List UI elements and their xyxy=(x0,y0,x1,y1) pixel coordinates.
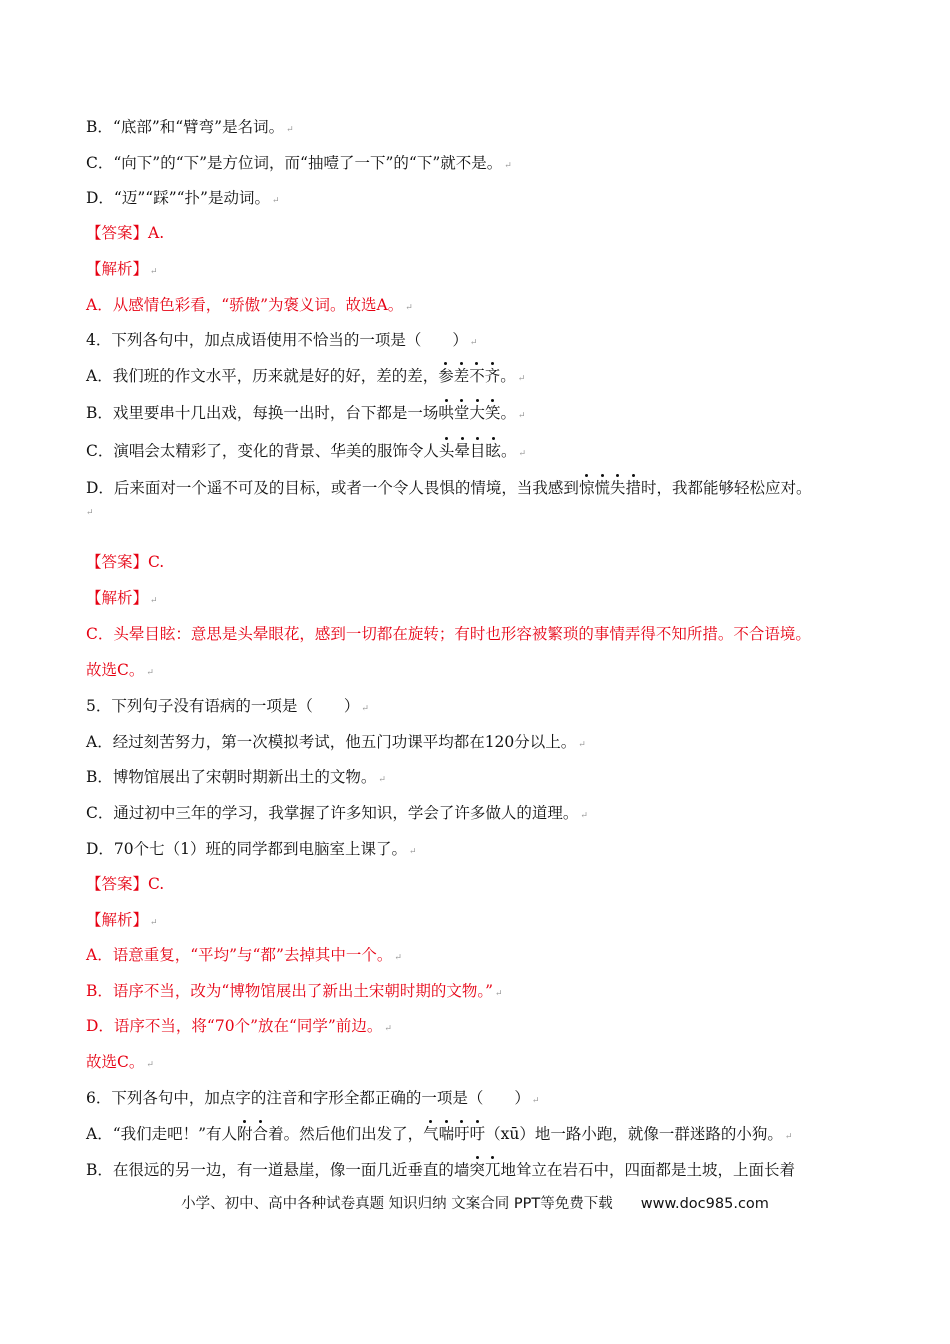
q5-analysis-b: B．语序不当，改为“博物馆展出了新出土宋朝时期的文物。” ↵ xyxy=(86,982,503,1000)
q3-answer: 【答案】A. xyxy=(86,224,165,242)
q6-option-a: A．“我们走吧！”有人附合着。然后他们出发了，气喘吁吁（xū）地一路小跑，就像一群迷路的小狗。 ↵ xyxy=(86,1125,793,1143)
q4-option-d: D．后来面对一个遥不可及的目标，或者一个令人畏惧的情境，当我感到惊慌失措时，我都能够轻松应对。 xyxy=(86,479,812,497)
q5-option-c: C．通过初中三年的学习，我掌握了许多知识，学会了许多做人的道理。 ↵ xyxy=(86,804,588,822)
q3-option-d: D．“迈”“踩”“扑”是动词。 ↵ xyxy=(86,189,280,207)
q4-option-b: B．戏里要串十几出戏，每换一出时，台下都是一场哄堂大笑。 ↵ xyxy=(86,404,526,422)
q3-analysis-label: 【解析】 ↵ xyxy=(86,260,158,278)
q5-stem: 5．下列句子没有语病的一项是（ ） ↵ xyxy=(86,697,369,715)
q4-option-a: A．我们班的作文水平，历来就是好的好，差的差，参差不齐。 ↵ xyxy=(86,367,526,385)
q5-analysis-label: 【解析】 ↵ xyxy=(86,911,158,929)
q3-option-c: C．“向下”的“下”是方位词，而“抽噎了一下”的“下”就不是。 ↵ xyxy=(86,154,512,172)
page-footer xyxy=(0,1192,950,1213)
q6-stem: 6．下列各句中，加点字的注音和字形全都正确的一项是（ ） ↵ xyxy=(86,1089,540,1107)
q3-option-b: B．“底部”和“臂弯”是名词。 ↵ xyxy=(86,118,294,136)
q4-analysis-text: C．头晕目眩：意思是头晕眼花，感到一切都在旋转；有时也形容被繁琐的事情弄得不知所措。不合语境。 xyxy=(86,625,811,643)
q6-option-b: B．在很远的另一边，有一道悬崖，像一面几近垂直的墙突兀地耸立在岩石中，四面都是土坡，上面长着 xyxy=(86,1161,795,1179)
q4-stem: 4．下列各句中，加点成语使用不恰当的一项是（ ） ↵ xyxy=(86,331,478,349)
q4-conclusion: 故选C。 ↵ xyxy=(86,661,154,679)
footer-text: 小学、初中、高中各种试卷真题 知识归纳 文案合同 PPT等免费下载 xyxy=(181,1196,613,1212)
q5-analysis-a: A．语意重复，“平均”与“都”去掉其中一个。 ↵ xyxy=(86,946,402,964)
q5-answer: 【答案】C. xyxy=(86,875,165,893)
q5-analysis-d: D．语序不当，将“70个”放在“同学”前边。 ↵ xyxy=(86,1017,392,1035)
footer-site-link[interactable]: www.doc985.com xyxy=(640,1196,769,1212)
paragraph-mark: ↵ xyxy=(86,508,94,518)
q5-option-d: D．70个七（1）班的同学都到电脑室上课了。 ↵ xyxy=(86,840,417,858)
q5-conclusion: 故选C。 ↵ xyxy=(86,1053,154,1071)
q3-analysis: A．从感情色彩看，“骄傲”为褒义词。故选A。 ↵ xyxy=(86,296,413,314)
q4-answer: 【答案】C. xyxy=(86,553,165,571)
q4-option-c: C．演唱会太精彩了，变化的背景、华美的服饰令人头晕目眩。 ↵ xyxy=(86,442,526,460)
q5-option-a: A．经过刻苦努力，第一次模拟考试，他五门功课平均都在120分以上。 ↵ xyxy=(86,733,586,751)
q5-option-b: B．博物馆展出了宋朝时期新出土的文物。 ↵ xyxy=(86,768,386,786)
q4-analysis-label: 【解析】 ↵ xyxy=(86,589,158,607)
